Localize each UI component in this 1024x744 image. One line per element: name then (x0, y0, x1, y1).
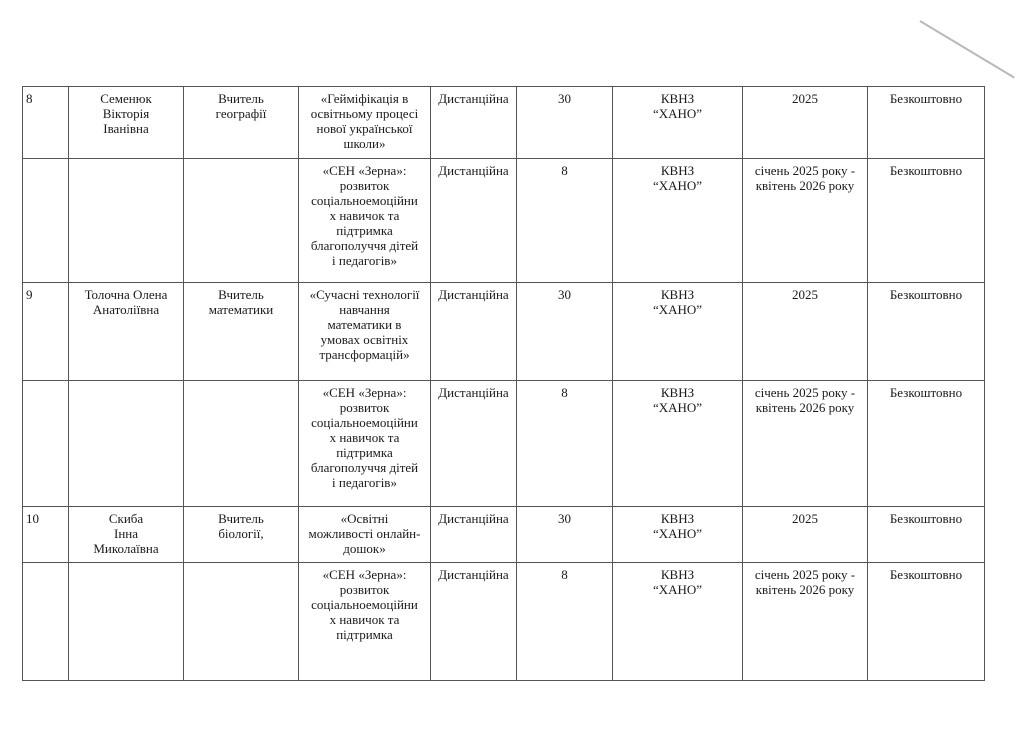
study-form-cell: Дистанційна (431, 87, 517, 159)
document-page (22, 86, 984, 680)
course-title-cell: «Освітні можливості онлайн- дошок» (299, 507, 431, 563)
position-cell: Вчитель математики (184, 283, 299, 381)
position-cell (184, 159, 299, 283)
provider-cell: КВНЗ “ХАНО” (613, 507, 743, 563)
row-number-cell: 10 (23, 507, 69, 563)
row-number-cell: 8 (23, 87, 69, 159)
teacher-name-cell (69, 563, 184, 681)
row-number-cell (23, 159, 69, 283)
course-title-cell: «Сучасні технології навчання математики в умовах освітніх трансформацій» (299, 283, 431, 381)
position-cell (184, 563, 299, 681)
study-form-cell: Дистанційна (431, 381, 517, 507)
term-cell: січень 2025 року - квітень 2026 року (743, 159, 868, 283)
cost-cell: Безкоштовно (868, 159, 985, 283)
teacher-name-cell: Семенюк Вікторія Іванівна (69, 87, 184, 159)
provider-cell: КВНЗ “ХАНО” (613, 159, 743, 283)
term-cell: 2025 (743, 507, 868, 563)
table-row (23, 507, 985, 563)
study-form-cell: Дистанційна (431, 563, 517, 681)
row-number-cell (23, 381, 69, 507)
table-row (23, 159, 985, 283)
cost-cell: Безкоштовно (868, 283, 985, 381)
row-number-cell: 9 (23, 283, 69, 381)
teacher-name-cell: Скиба Інна Миколаївна (69, 507, 184, 563)
course-title-cell: «СЕН «Зерна»: розвиток соціальноемоційни х навичок та підтримка (299, 563, 431, 681)
study-form-cell: Дистанційна (431, 159, 517, 283)
teacher-name-cell (69, 381, 184, 507)
position-cell: Вчитель біології, (184, 507, 299, 563)
term-cell: 2025 (743, 283, 868, 381)
table-row (23, 283, 985, 381)
cost-cell: Безкоштовно (868, 563, 985, 681)
study-form-cell: Дистанційна (431, 283, 517, 381)
table-row (23, 381, 985, 507)
term-cell: 2025 (743, 87, 868, 159)
term-cell: січень 2025 року - квітень 2026 року (743, 381, 868, 507)
course-title-cell: «СЕН «Зерна»: розвиток соціальноемоційни х навичок та підтримка благополуччя дітей і педагогів» (299, 381, 431, 507)
term-cell: січень 2025 року - квітень 2026 року (743, 563, 868, 681)
hours-cell: 30 (517, 507, 613, 563)
hours-cell: 30 (517, 283, 613, 381)
study-form-cell: Дистанційна (431, 507, 517, 563)
provider-cell: КВНЗ “ХАНО” (613, 87, 743, 159)
cost-cell: Безкоштовно (868, 507, 985, 563)
scan-edge-mark (919, 20, 1014, 78)
training-courses-table (22, 86, 985, 681)
cost-cell: Безкоштовно (868, 87, 985, 159)
provider-cell: КВНЗ “ХАНО” (613, 563, 743, 681)
table-row (23, 563, 985, 681)
cost-cell: Безкоштовно (868, 381, 985, 507)
course-title-cell: «СЕН «Зерна»: розвиток соціальноемоційни х навичок та підтримка благополуччя дітей і педагогів» (299, 159, 431, 283)
row-number-cell (23, 563, 69, 681)
hours-cell: 30 (517, 87, 613, 159)
position-cell: Вчитель географії (184, 87, 299, 159)
teacher-name-cell: Толочна Олена Анатоліївна (69, 283, 184, 381)
position-cell (184, 381, 299, 507)
hours-cell: 8 (517, 159, 613, 283)
hours-cell: 8 (517, 563, 613, 681)
provider-cell: КВНЗ “ХАНО” (613, 381, 743, 507)
table-row (23, 87, 985, 159)
provider-cell: КВНЗ “ХАНО” (613, 283, 743, 381)
hours-cell: 8 (517, 381, 613, 507)
course-title-cell: «Гейміфікація в освітньому процесі нової української школи» (299, 87, 431, 159)
teacher-name-cell (69, 159, 184, 283)
